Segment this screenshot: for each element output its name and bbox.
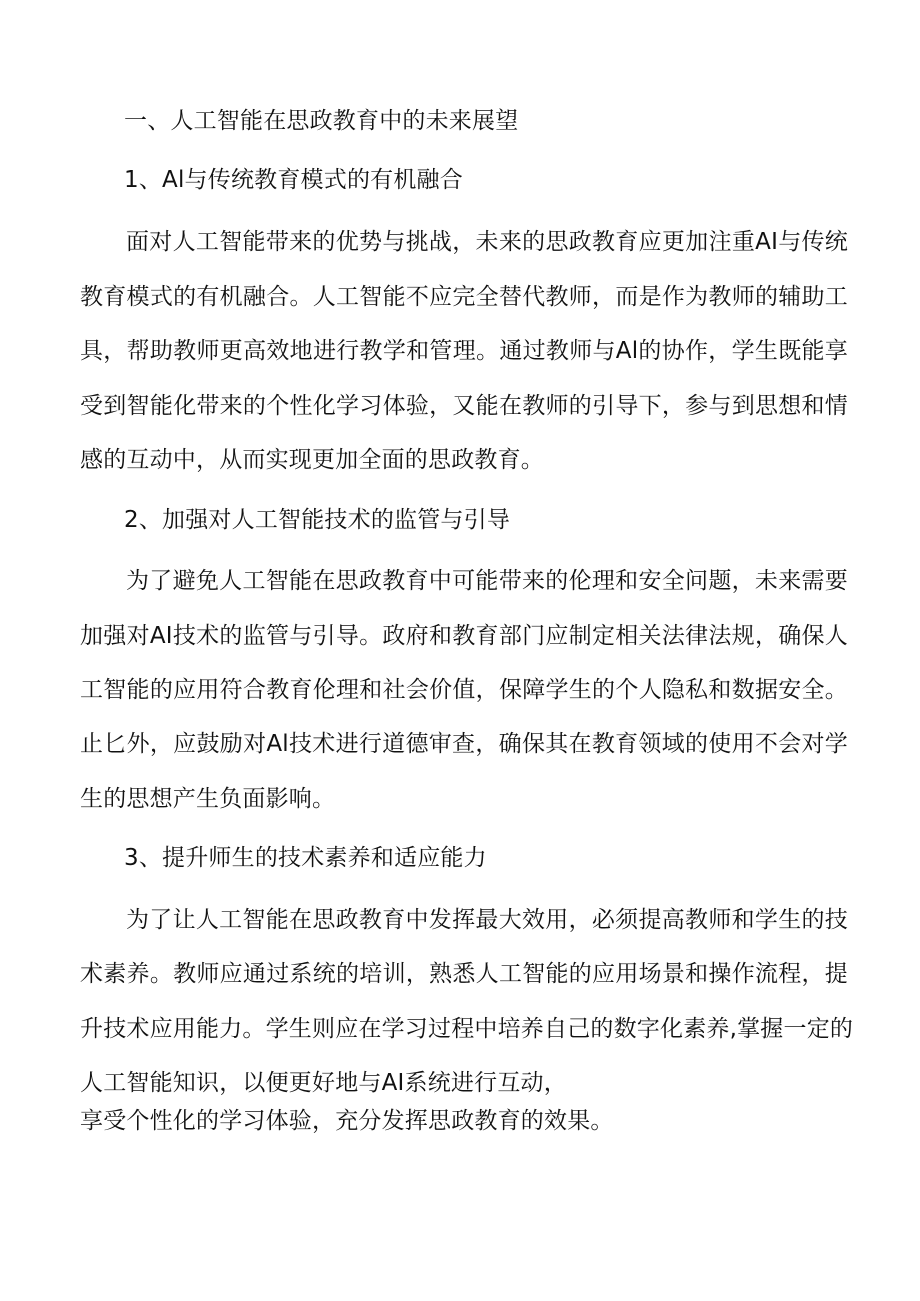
section-3-line-3: 升技术应用能力。学生则应在学习过程中培养自己的数字化素养,掌握一定的	[80, 1016, 854, 1042]
section-1-line-5: 感的互动中，从而实现更加全面的思政教育。	[80, 447, 544, 473]
section-3-line-5: 享受个性化的学习体验，充分发挥思政教育的效果。	[80, 1108, 614, 1134]
section-2-line-1: 为了避免人工智能在思政教育中可能带来的伦理和安全问题，未来需要	[126, 568, 848, 594]
section-3-line-4: 人工智能知识，以便更好地与AI系统进行互动，	[80, 1070, 567, 1096]
section-1-line-2: 教育模式的有机融合。人工智能不应完全替代教师，而是作为教师的辅助工	[80, 284, 848, 310]
section-2-line-3: 工智能的应用符合教育伦理和社会价值，保障学生的个人隐私和数据安全。	[80, 677, 848, 703]
document-title: 一、人工智能在思政教育中的未来展望	[124, 108, 519, 134]
section-1-line-1: 面对人工智能带来的优势与挑战，未来的思政教育应更加注重AI与传统	[126, 229, 848, 255]
section-2-heading: 2、加强对人工智能技术的监管与引导	[124, 507, 511, 533]
section-2-line-2: 加强对AI技术的监管与引导。政府和教育部门应制定相关法律法规，确保人	[80, 623, 848, 649]
section-1-line-3: 具，帮助教师更高效地进行教学和管理。通过教师与Al的协作，学生既能享	[80, 338, 848, 364]
section-1-heading: 1、Al与传统教育模式的有机融合	[124, 167, 463, 193]
section-3-line-1: 为了让人工智能在思政教育中发挥最大效用，必须提高教师和学生的技	[126, 907, 848, 933]
section-1-line-4: 受到智能化带来的个性化学习体验，又能在教师的引导下，参与到思想和情	[80, 393, 848, 419]
section-2-line-4: 止匕外，应鼓励对Al技术进行道德审查，确保其在教育领域的使用不会对学	[80, 731, 848, 757]
section-3-line-2: 术素养。教师应通过系统的培训，熟悉人工智能的应用场景和操作流程，提	[80, 961, 848, 987]
section-2-line-5: 生的思想产生负面影响。	[80, 786, 336, 812]
section-3-heading: 3、提升师生的技术素养和适应能力	[124, 845, 487, 871]
